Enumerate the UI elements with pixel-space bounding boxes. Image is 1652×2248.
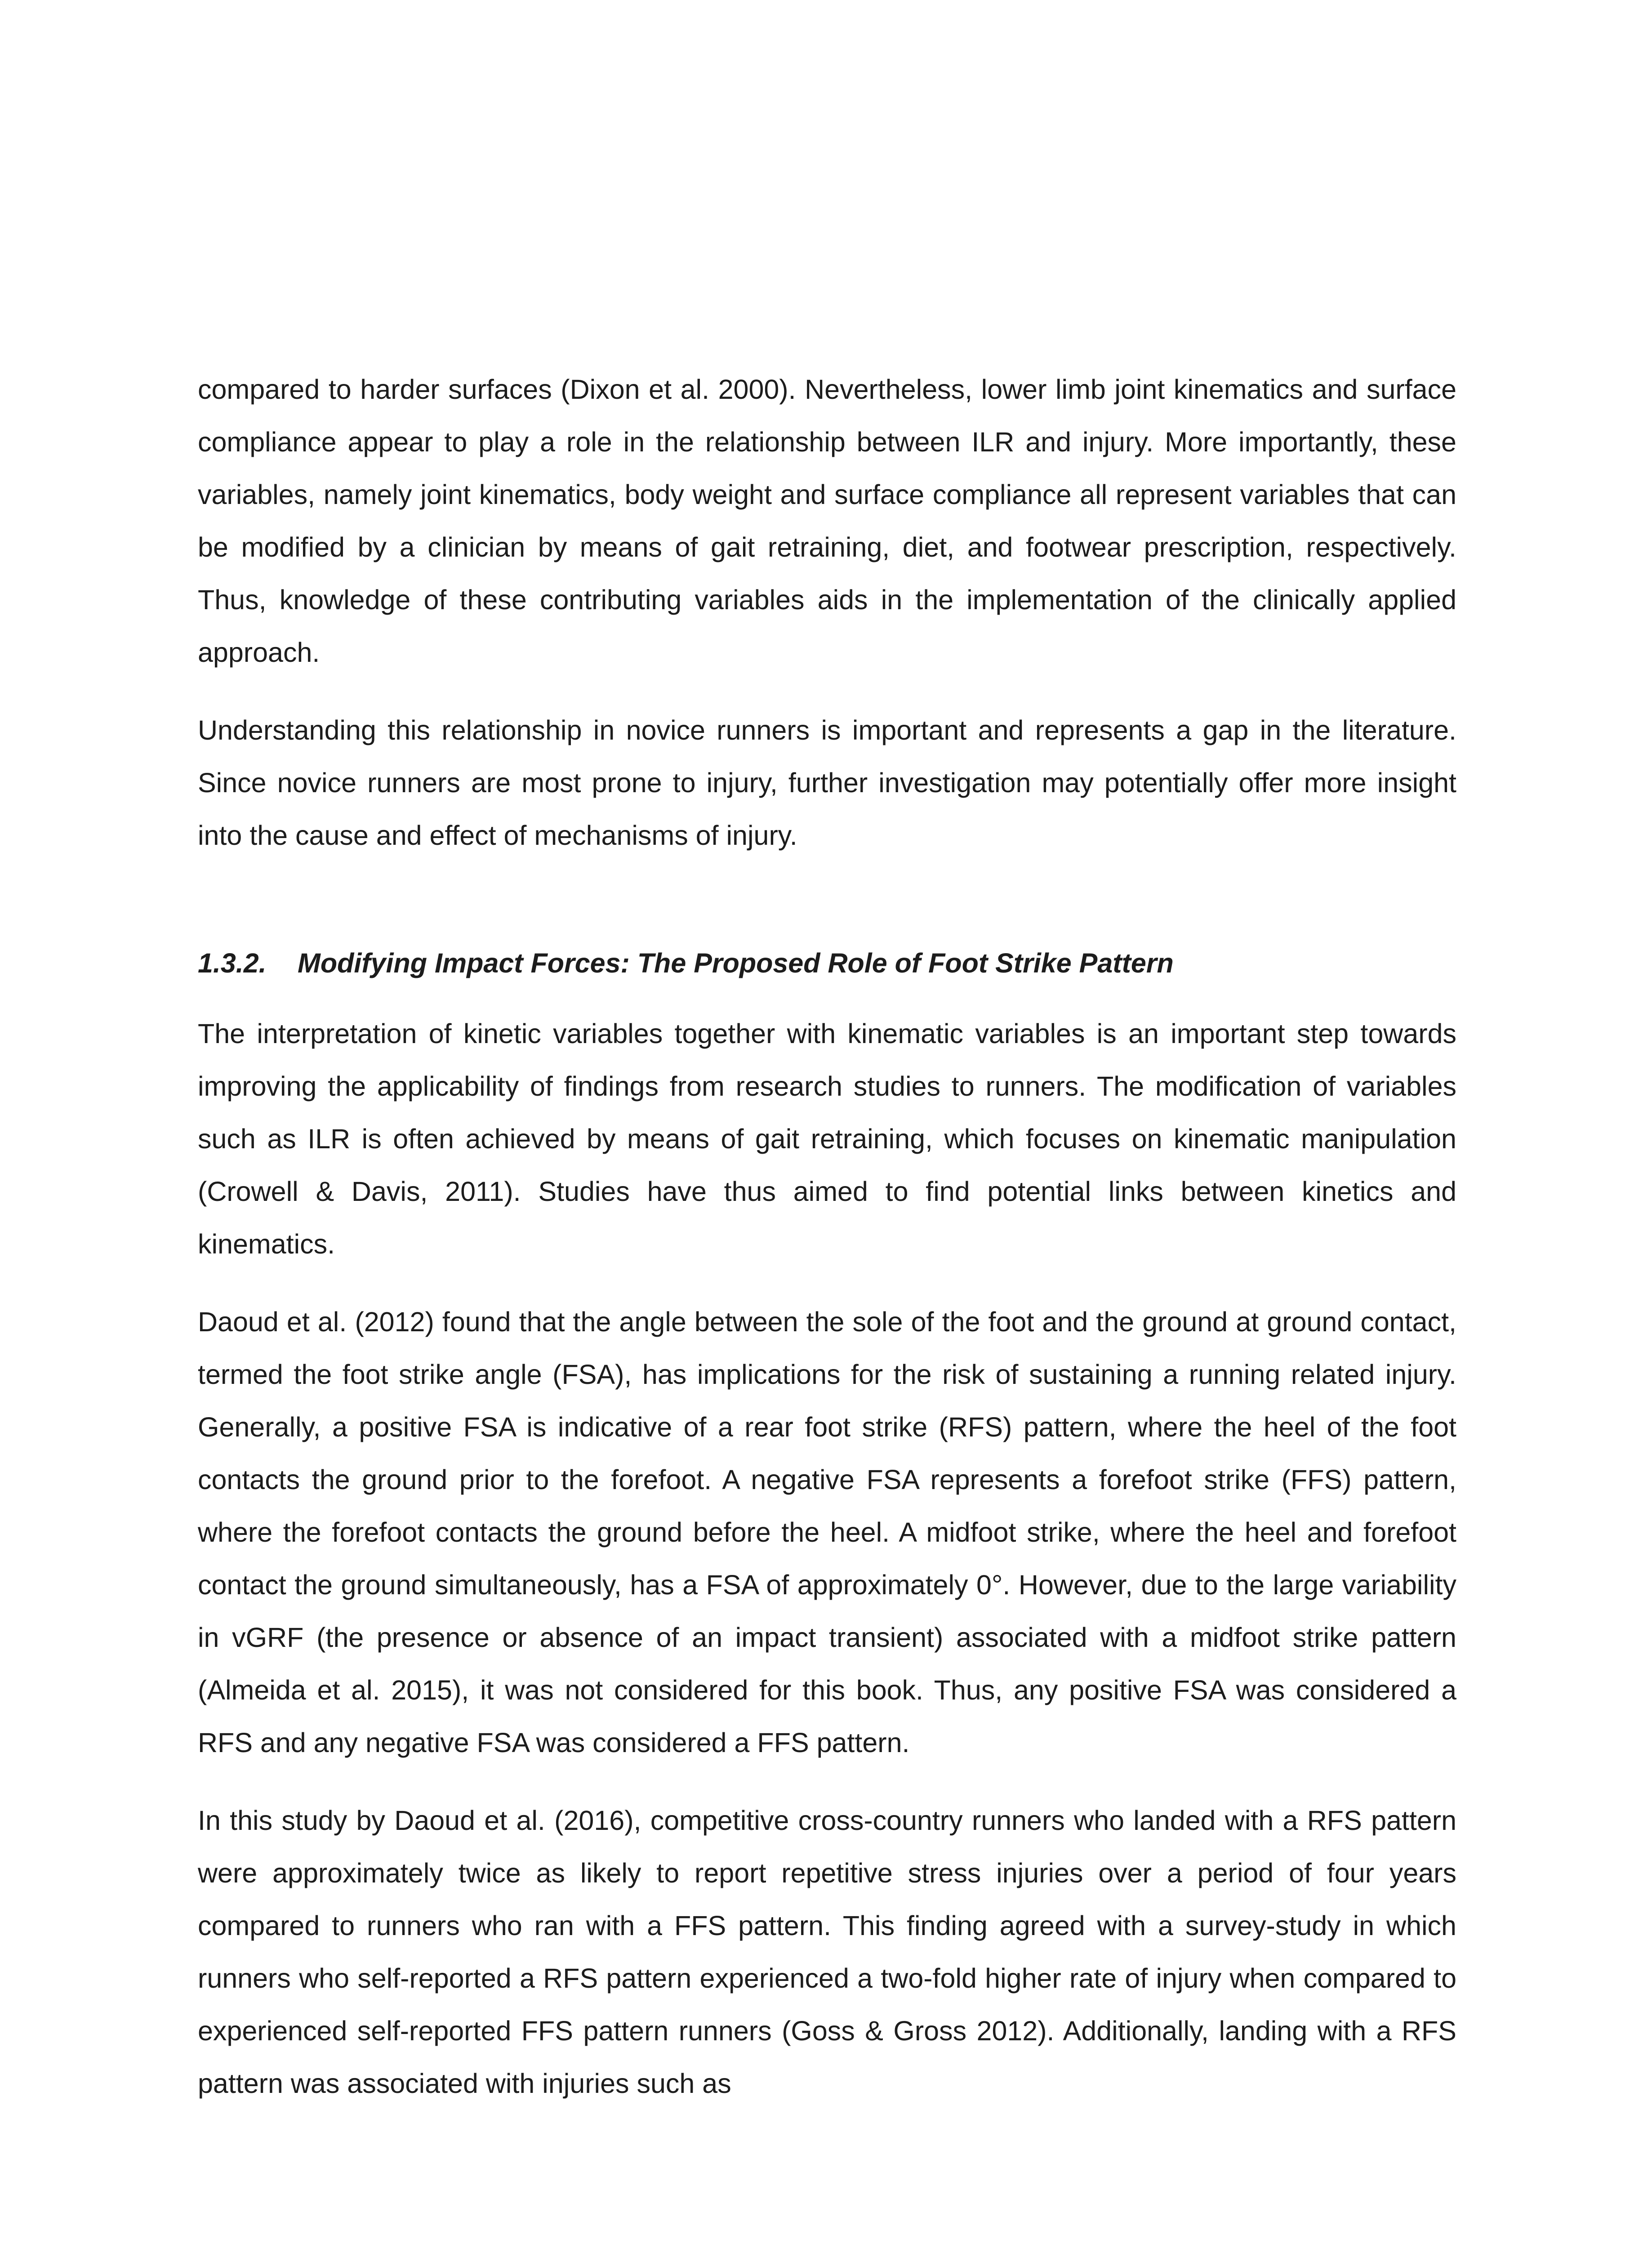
- body-paragraph-3: The interpretation of kinetic variables together with kinematic variables is an important step towards improving the applicability of findings from research studies to runners. The modification of variables such as ILR is often achieved by means of gait retraining, which focuses on kinematic manipulation (Crowell & Davis, 2011). Studies have thus aimed to find potential links between kinetics and kinematics.: [198, 1018, 1456, 1259]
- body-paragraph-5: In this study by Daoud et al. (2016), competitive cross-country runners who landed with a RFS pattern were approximately twice as likely to report repetitive stress injuries over a period of four years compared to runners who ran with a FFS pattern. This finding agreed with a survey-study in which runners who self-reported a RFS pattern experienced a two-fold higher rate of injury when compared to experienced self-reported FFS pattern runners (Goss & Gross 2012). Additionally, landing with a RFS pattern was associated with injuries such as: [198, 1805, 1456, 2099]
- body-paragraph-1: compared to harder surfaces (Dixon et al. 2000). Nevertheless, lower limb joint kinematics and surface compliance appear to play a role in the relationship between ILR and injury. More importantly, these variables, namely joint kinematics, body weight and surface compliance all represent variables that can be modified by a clinician by means of gait retraining, diet, and footwear prescription, respectively. Thus, knowledge of these contributing variables aids in the implementation of the clinically applied approach.: [198, 374, 1456, 668]
- page-body: [198, 363, 1456, 2110]
- body-paragraph-4: Daoud et al. (2012) found that the angle between the sole of the foot and the ground at ground contact, termed the foot strike angle (FSA), has implications for the risk of sustaining a running related injury. Generally, a positive FSA is indicative of a rear foot strike (RFS) pattern, where the heel of the foot contacts the ground prior to the forefoot. A negative FSA represents a forefoot strike (FFS) pattern, where the forefoot contacts the ground before the heel. A midfoot strike, where the heel and forefoot contact the ground simultaneously, has a FSA of approximately 0°. However, due to the large variability in vGRF (the presence or absence of an impact transient) associated with a midfoot strike pattern (Almeida et al. 2015), it was not considered for this book. Thus, any positive FSA was considered a RFS and any negative FSA was considered a FFS pattern.: [198, 1307, 1456, 1758]
- section-number: 1.3.2.: [198, 948, 267, 978]
- body-paragraph-2: Understanding this relationship in novice runners is important and represents a gap in the literature. Since novice runners are most prone to injury, further investigation may potentially offer more insight into the cause and effect of mechanisms of injury.: [198, 715, 1456, 851]
- section-heading: [198, 937, 1456, 990]
- section-title: Modifying Impact Forces: The Proposed Role of Foot Strike Pattern: [298, 948, 1174, 978]
- section-spacer: [198, 862, 1456, 937]
